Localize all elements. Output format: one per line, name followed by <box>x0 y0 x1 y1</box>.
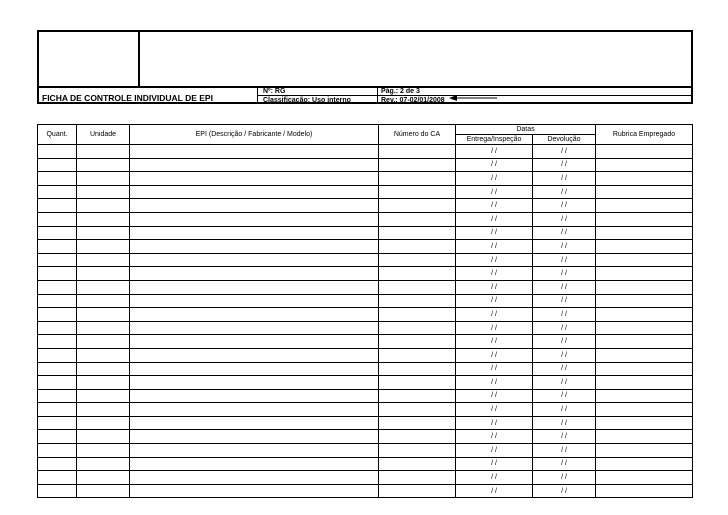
classificacao: Classificação: Uso interno <box>263 97 351 104</box>
col-epi: EPI (Descrição / Fabricante / Modelo) <box>130 125 379 145</box>
rubrica-cell[interactable] <box>596 212 693 226</box>
devolucao-date-cell[interactable]: / / <box>533 335 596 349</box>
col-devolucao: Devolução <box>533 135 596 145</box>
rubrica-cell[interactable] <box>596 484 693 498</box>
table-row <box>38 199 693 213</box>
numero-rg: Nº: RG <box>263 88 286 95</box>
epi-cell[interactable] <box>130 362 379 376</box>
entrega-date-cell[interactable]: / / <box>456 444 533 458</box>
quant-cell[interactable] <box>38 376 77 390</box>
unidade-cell[interactable] <box>77 321 130 335</box>
unidade-cell[interactable] <box>77 416 130 430</box>
rubrica-cell[interactable] <box>596 321 693 335</box>
entrega-date-cell[interactable]: / / <box>456 430 533 444</box>
devolucao-date-cell[interactable]: / / <box>533 253 596 267</box>
numero-ca-cell[interactable] <box>379 253 456 267</box>
rubrica-cell[interactable] <box>596 145 693 159</box>
form-title: FICHA DE CONTROLE INDIVIDUAL DE EPI <box>42 93 213 103</box>
numero-ca-cell[interactable] <box>379 484 456 498</box>
entrega-date-cell[interactable]: / / <box>456 416 533 430</box>
entrega-date-cell[interactable]: / / <box>456 199 533 213</box>
entrega-date-cell[interactable]: / / <box>456 348 533 362</box>
rubrica-cell[interactable] <box>596 416 693 430</box>
table-row <box>38 240 693 254</box>
numero-ca-cell[interactable] <box>379 471 456 485</box>
quant-cell[interactable] <box>38 280 77 294</box>
table-row <box>38 158 693 172</box>
rubrica-cell[interactable] <box>596 376 693 390</box>
epi-cell[interactable] <box>130 444 379 458</box>
epi-cell[interactable] <box>130 226 379 240</box>
numero-ca-cell[interactable] <box>379 226 456 240</box>
quant-cell[interactable] <box>38 226 77 240</box>
epi-cell[interactable] <box>130 471 379 485</box>
devolucao-date-cell[interactable]: / / <box>533 172 596 186</box>
rubrica-cell[interactable] <box>596 267 693 281</box>
rubrica-cell[interactable] <box>596 185 693 199</box>
quant-cell[interactable] <box>38 267 77 281</box>
numero-ca-cell[interactable] <box>379 457 456 471</box>
entrega-date-cell[interactable]: / / <box>456 457 533 471</box>
entrega-date-cell[interactable]: / / <box>456 240 533 254</box>
unidade-cell[interactable] <box>77 484 130 498</box>
quant-cell[interactable] <box>38 321 77 335</box>
epi-cell[interactable] <box>130 321 379 335</box>
numero-ca-cell[interactable] <box>379 335 456 349</box>
epi-table <box>37 124 693 498</box>
rubrica-cell[interactable] <box>596 308 693 322</box>
table-row <box>38 185 693 199</box>
epi-cell[interactable] <box>130 335 379 349</box>
quant-cell[interactable] <box>38 362 77 376</box>
unidade-cell[interactable] <box>77 212 130 226</box>
unidade-cell[interactable] <box>77 240 130 254</box>
table-row <box>38 348 693 362</box>
rubrica-cell[interactable] <box>596 430 693 444</box>
quant-cell[interactable] <box>38 335 77 349</box>
numero-ca-cell[interactable] <box>379 172 456 186</box>
entrega-date-cell[interactable]: / / <box>456 253 533 267</box>
numero-ca-cell[interactable] <box>379 376 456 390</box>
quant-cell[interactable] <box>38 212 77 226</box>
epi-cell[interactable] <box>130 348 379 362</box>
rubrica-cell[interactable] <box>596 348 693 362</box>
devolucao-date-cell[interactable]: / / <box>533 348 596 362</box>
quant-cell[interactable] <box>38 185 77 199</box>
col-datas: Datas <box>456 125 596 135</box>
epi-cell[interactable] <box>130 267 379 281</box>
rubrica-cell[interactable] <box>596 471 693 485</box>
unidade-cell[interactable] <box>77 471 130 485</box>
numero-ca-cell[interactable] <box>379 416 456 430</box>
devolucao-date-cell[interactable]: / / <box>533 308 596 322</box>
quant-cell[interactable] <box>38 444 77 458</box>
devolucao-date-cell[interactable]: / / <box>533 294 596 308</box>
devolucao-date-cell[interactable]: / / <box>533 240 596 254</box>
unidade-cell[interactable] <box>77 294 130 308</box>
unidade-cell[interactable] <box>77 267 130 281</box>
epi-cell[interactable] <box>130 389 379 403</box>
unidade-cell[interactable] <box>77 335 130 349</box>
devolucao-date-cell[interactable]: / / <box>533 267 596 281</box>
col-entrega: Entrega/Inspeção <box>456 135 533 145</box>
entrega-date-cell[interactable]: / / <box>456 362 533 376</box>
table-row <box>38 403 693 417</box>
table-row <box>38 444 693 458</box>
entrega-date-cell[interactable]: / / <box>456 158 533 172</box>
numero-ca-cell[interactable] <box>379 389 456 403</box>
rubrica-cell[interactable] <box>596 457 693 471</box>
unidade-cell[interactable] <box>77 199 130 213</box>
epi-cell[interactable] <box>130 376 379 390</box>
devolucao-date-cell[interactable]: / / <box>533 416 596 430</box>
entrega-date-cell[interactable]: / / <box>456 471 533 485</box>
entrega-date-cell[interactable]: / / <box>456 212 533 226</box>
numero-ca-cell[interactable] <box>379 185 456 199</box>
unidade-cell[interactable] <box>77 457 130 471</box>
table-row <box>38 226 693 240</box>
table-row <box>38 376 693 390</box>
rubrica-cell[interactable] <box>596 389 693 403</box>
devolucao-date-cell[interactable]: / / <box>533 376 596 390</box>
table-row <box>38 362 693 376</box>
unidade-cell[interactable] <box>77 376 130 390</box>
quant-cell[interactable] <box>38 145 77 159</box>
entrega-date-cell[interactable]: / / <box>456 172 533 186</box>
arrow-left-icon <box>449 94 499 102</box>
unidade-cell[interactable] <box>77 362 130 376</box>
quant-cell[interactable] <box>38 403 77 417</box>
entrega-date-cell[interactable]: / / <box>456 267 533 281</box>
quant-cell[interactable] <box>38 471 77 485</box>
table-row <box>38 416 693 430</box>
numero-ca-cell[interactable] <box>379 308 456 322</box>
numero-ca-cell[interactable] <box>379 321 456 335</box>
numero-ca-cell[interactable] <box>379 403 456 417</box>
table-row <box>38 212 693 226</box>
quant-cell[interactable] <box>38 294 77 308</box>
table-row <box>38 484 693 498</box>
quant-cell[interactable] <box>38 457 77 471</box>
entrega-date-cell[interactable]: / / <box>456 403 533 417</box>
epi-cell[interactable] <box>130 253 379 267</box>
devolucao-date-cell[interactable]: / / <box>533 199 596 213</box>
table-row <box>38 430 693 444</box>
epi-cell[interactable] <box>130 430 379 444</box>
unidade-cell[interactable] <box>77 444 130 458</box>
devolucao-date-cell[interactable]: / / <box>533 321 596 335</box>
quant-cell[interactable] <box>38 308 77 322</box>
epi-cell[interactable] <box>130 212 379 226</box>
table-row <box>38 253 693 267</box>
epi-cell[interactable] <box>130 403 379 417</box>
quant-cell[interactable] <box>38 416 77 430</box>
epi-cell[interactable] <box>130 199 379 213</box>
col-unidade: Unidade <box>77 125 130 145</box>
devolucao-date-cell[interactable]: / / <box>533 226 596 240</box>
rubrica-cell[interactable] <box>596 199 693 213</box>
numero-ca-cell[interactable] <box>379 348 456 362</box>
epi-cell[interactable] <box>130 457 379 471</box>
devolucao-date-cell[interactable]: / / <box>533 389 596 403</box>
numero-ca-cell[interactable] <box>379 212 456 226</box>
unidade-cell[interactable] <box>77 403 130 417</box>
numero-ca-cell[interactable] <box>379 294 456 308</box>
quant-cell[interactable] <box>38 484 77 498</box>
quant-cell[interactable] <box>38 158 77 172</box>
header-divider <box>39 86 691 88</box>
unidade-cell[interactable] <box>77 185 130 199</box>
epi-cell[interactable] <box>130 185 379 199</box>
entrega-date-cell[interactable]: / / <box>456 226 533 240</box>
quant-cell[interactable] <box>38 199 77 213</box>
devolucao-date-cell[interactable]: / / <box>533 444 596 458</box>
devolucao-date-cell[interactable]: / / <box>533 280 596 294</box>
rubrica-cell[interactable] <box>596 226 693 240</box>
table-row <box>38 294 693 308</box>
epi-cell[interactable] <box>130 294 379 308</box>
rubrica-cell[interactable] <box>596 240 693 254</box>
table-row <box>38 471 693 485</box>
unidade-cell[interactable] <box>77 280 130 294</box>
devolucao-date-cell[interactable]: / / <box>533 185 596 199</box>
logo-placeholder <box>39 32 140 86</box>
entrega-date-cell[interactable]: / / <box>456 145 533 159</box>
devolucao-date-cell[interactable]: / / <box>533 484 596 498</box>
entrega-date-cell[interactable]: / / <box>456 484 533 498</box>
entrega-date-cell[interactable]: / / <box>456 321 533 335</box>
devolucao-date-cell[interactable]: / / <box>533 362 596 376</box>
table-row <box>38 267 693 281</box>
entrega-date-cell[interactable]: / / <box>456 335 533 349</box>
devolucao-date-cell[interactable]: / / <box>533 145 596 159</box>
unidade-cell[interactable] <box>77 145 130 159</box>
table-row <box>38 145 693 159</box>
col-quant: Quant. <box>38 125 77 145</box>
unidade-cell[interactable] <box>77 430 130 444</box>
col-numero-ca: Número do CA <box>379 125 456 145</box>
numero-ca-cell[interactable] <box>379 444 456 458</box>
entrega-date-cell[interactable]: / / <box>456 185 533 199</box>
table-row <box>38 321 693 335</box>
table-row <box>38 389 693 403</box>
quant-cell[interactable] <box>38 240 77 254</box>
table-row <box>38 457 693 471</box>
rubrica-cell[interactable] <box>596 294 693 308</box>
devolucao-date-cell[interactable]: / / <box>533 403 596 417</box>
numero-ca-cell[interactable] <box>379 240 456 254</box>
rubrica-cell[interactable] <box>596 362 693 376</box>
unidade-cell[interactable] <box>77 253 130 267</box>
unidade-cell[interactable] <box>77 389 130 403</box>
entrega-date-cell[interactable]: / / <box>456 389 533 403</box>
unidade-cell[interactable] <box>77 348 130 362</box>
quant-cell[interactable] <box>38 430 77 444</box>
unidade-cell[interactable] <box>77 308 130 322</box>
col-rubrica: Rubrica Empregado <box>596 125 693 145</box>
epi-cell[interactable] <box>130 416 379 430</box>
entrega-date-cell[interactable]: / / <box>456 308 533 322</box>
form-header <box>37 30 693 104</box>
entrega-date-cell[interactable]: / / <box>456 280 533 294</box>
epi-cell[interactable] <box>130 484 379 498</box>
numero-ca-cell[interactable] <box>379 430 456 444</box>
epi-cell[interactable] <box>130 145 379 159</box>
unidade-cell[interactable] <box>77 226 130 240</box>
rubrica-cell[interactable] <box>596 172 693 186</box>
numero-ca-cell[interactable] <box>379 199 456 213</box>
numero-ca-cell[interactable] <box>379 280 456 294</box>
page-number: Pág.: 2 de 3 <box>381 88 420 95</box>
rubrica-cell[interactable] <box>596 280 693 294</box>
epi-cell[interactable] <box>130 308 379 322</box>
entrega-date-cell[interactable]: / / <box>456 376 533 390</box>
table-row <box>38 280 693 294</box>
numero-ca-cell[interactable] <box>379 158 456 172</box>
rubrica-cell[interactable] <box>596 403 693 417</box>
rubrica-cell[interactable] <box>596 444 693 458</box>
epi-cell[interactable] <box>130 280 379 294</box>
quant-cell[interactable] <box>38 348 77 362</box>
devolucao-date-cell[interactable]: / / <box>533 457 596 471</box>
entrega-date-cell[interactable]: / / <box>456 294 533 308</box>
rubrica-cell[interactable] <box>596 158 693 172</box>
quant-cell[interactable] <box>38 253 77 267</box>
devolucao-date-cell[interactable]: / / <box>533 471 596 485</box>
quant-cell[interactable] <box>38 172 77 186</box>
quant-cell[interactable] <box>38 389 77 403</box>
table-row <box>38 172 693 186</box>
numero-ca-cell[interactable] <box>379 267 456 281</box>
devolucao-date-cell[interactable]: / / <box>533 158 596 172</box>
epi-cell[interactable] <box>130 172 379 186</box>
table-row <box>38 335 693 349</box>
rubrica-cell[interactable] <box>596 335 693 349</box>
devolucao-date-cell[interactable]: / / <box>533 212 596 226</box>
unidade-cell[interactable] <box>77 172 130 186</box>
numero-ca-cell[interactable] <box>379 362 456 376</box>
revision: Rev.: 07-02/01/2008 <box>381 97 445 104</box>
numero-ca-cell[interactable] <box>379 145 456 159</box>
epi-cell[interactable] <box>130 158 379 172</box>
devolucao-date-cell[interactable]: / / <box>533 430 596 444</box>
rubrica-cell[interactable] <box>596 253 693 267</box>
epi-cell[interactable] <box>130 240 379 254</box>
unidade-cell[interactable] <box>77 158 130 172</box>
table-row <box>38 308 693 322</box>
